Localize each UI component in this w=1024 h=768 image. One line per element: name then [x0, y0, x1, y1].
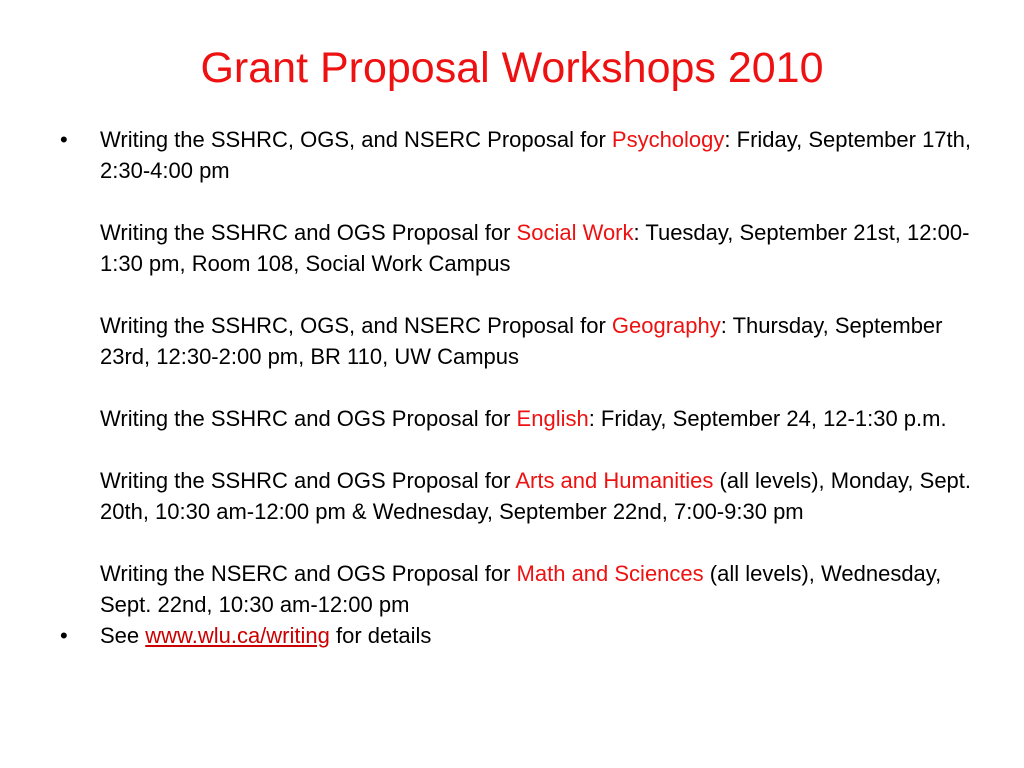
workshop-details: : Thursday, September 23rd, 12:30-2:00 pm, BR 110, UW Campus [100, 313, 943, 369]
writing-link[interactable]: www.wlu.ca/writing [145, 623, 330, 648]
workshop-math-sciences [100, 558, 980, 620]
see-suffix: for details [329, 623, 432, 648]
workshop-field: English [516, 406, 589, 431]
workshop-details: : Tuesday, September 21st, 12:00-1:30 pm, Room 108, Social Work Campus [100, 220, 970, 276]
workshops-bullet [60, 124, 980, 620]
workshop-field: Social Work [516, 220, 634, 245]
workshop-prefix: Writing the SSHRC and OGS Proposal for [100, 220, 517, 245]
workshop-field: Geography [611, 313, 721, 338]
details-bullet [60, 620, 980, 651]
workshop-details: : Friday, September 17th, 2:30-4:00 pm [100, 127, 972, 183]
workshop-social-work [100, 217, 980, 279]
workshop-prefix: Writing the SSHRC, OGS, and NSERC Proposal for [100, 127, 612, 152]
see-prefix: See [100, 623, 146, 648]
workshop-geography [100, 310, 980, 372]
workshop-field: Arts and Humanities [515, 468, 714, 493]
workshop-prefix: Writing the SSHRC and OGS Proposal for [100, 406, 517, 431]
bullet-icon: • [60, 623, 68, 648]
workshop-psychology [100, 124, 980, 186]
workshop-prefix: Writing the SSHRC and OGS Proposal for [100, 468, 516, 493]
workshop-details: (all levels), Wednesday, Sept. 22nd, 10:30 am-12:00 pm [100, 561, 942, 617]
workshop-english [100, 403, 980, 434]
workshop-field: Psychology [611, 127, 725, 152]
workshop-details: (all levels), Monday, Sept. 20th, 10:30 am-12:00 pm & Wednesday, September 22nd, 7:00-9:30 pm [100, 468, 972, 524]
workshop-details: : Friday, September 24, 12-1:30 p.m. [588, 406, 947, 431]
slide-title: Grant Proposal Workshops 2010 [200, 44, 824, 92]
workshop-prefix: Writing the SSHRC, OGS, and NSERC Proposal for [100, 313, 612, 338]
bullet-list [60, 124, 980, 651]
workshop-field: Math and Sciences [516, 561, 704, 586]
bullet-icon: • [60, 127, 68, 152]
workshop-arts-humanities [100, 465, 980, 527]
workshop-prefix: Writing the NSERC and OGS Proposal for [100, 561, 517, 586]
